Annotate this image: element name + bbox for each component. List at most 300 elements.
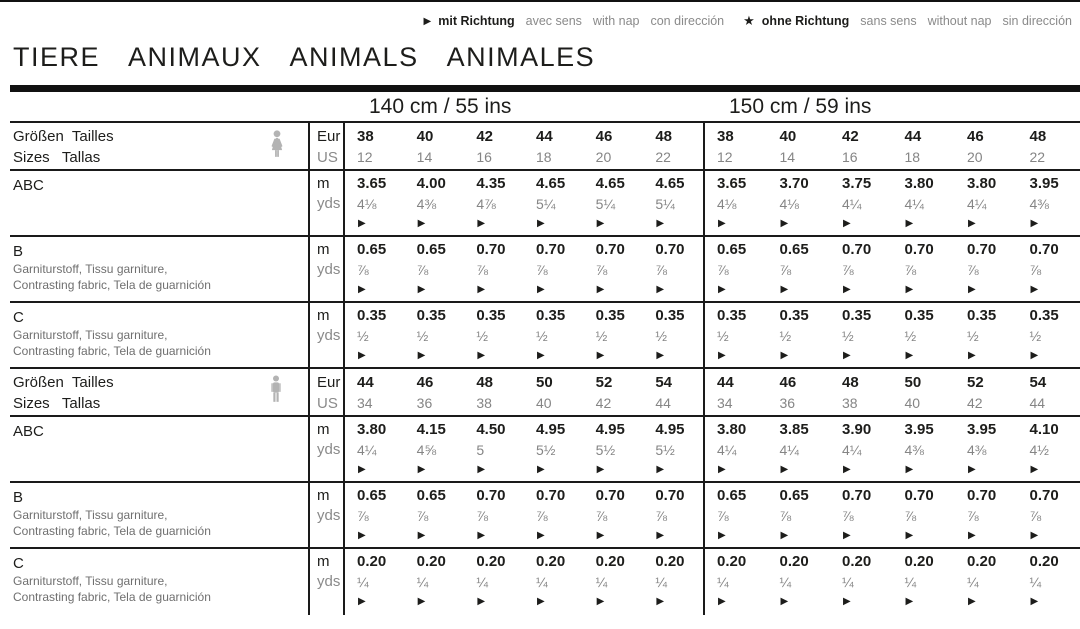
yards-value: 4¼ [904,196,924,212]
values-150 [705,483,1080,547]
nap-arrow-line [345,214,703,233]
row-label: Größen Tailles [13,374,114,391]
size-us-line [345,147,703,167]
row-label: ABC [13,177,44,194]
meters-value: 4.65 [595,175,625,192]
nap-arrow-icon: ▶ [477,596,486,607]
nap-arrow-line [705,460,1080,479]
yards-value: ⅞ [536,262,548,278]
nap-arrow-icon: ▶ [843,596,851,607]
row-label: Sizes Tallas [13,149,101,166]
unit-cell [310,237,345,301]
size-us: 20 [967,149,983,165]
size-us: 14 [416,149,433,165]
size-eur: 50 [536,374,553,391]
nap-arrow-line [345,526,703,545]
size-us: 22 [655,149,671,165]
meters-value: 0.20 [357,553,387,570]
size-us: 14 [779,149,796,165]
yards-value: ½ [416,328,429,344]
row-label-cell [10,123,310,169]
meters-value: 0.20 [595,553,625,570]
size-us: 44 [1029,395,1046,411]
yards-value: ½ [967,328,979,344]
row-label-cell [10,369,310,415]
title-rule [10,85,1080,92]
nap-arrow-icon: ▶ [417,464,426,475]
meters-value: 0.35 [842,307,872,324]
size-eur: 42 [476,128,494,145]
nap-arrow-icon: ▶ [968,350,976,361]
meters-value: 0.65 [416,487,446,504]
width-header-140: 140 cm / 55 ins [369,95,512,118]
unit-label: m [317,175,330,192]
unit-label: yds [317,327,341,344]
size-eur: 44 [536,128,553,145]
nap-arrow-icon: ▶ [1030,596,1039,607]
unit-label: m [317,553,330,570]
nap-arrow-icon: ▶ [968,464,976,475]
size-us: 20 [595,149,612,165]
size-us: 12 [717,149,733,165]
nap-arrow-icon: ▶ [596,464,605,475]
yards-value: 4¼ [717,442,737,458]
meters-value: 3.70 [779,175,809,192]
nap-arrow-icon: ▶ [968,530,976,541]
meters-value: 0.35 [595,307,625,324]
yards-value: ¼ [967,574,979,590]
size-eur-line [705,126,1080,147]
nap-arrow-icon: ▶ [596,530,605,541]
meters-line [345,420,703,440]
yards-line [345,194,703,214]
page-title [13,42,595,73]
size-eur: 46 [779,374,797,391]
title-word: TIERE [13,42,101,72]
nap-arrow-icon: ▶ [358,596,366,607]
yards-value: ⅞ [357,508,369,524]
meters-value: 4.15 [416,421,446,438]
size-eur: 38 [717,128,734,145]
yards-value: 5½ [655,442,675,458]
yards-value: ⅞ [416,262,429,278]
meters-value: 0.70 [904,487,934,504]
meters-value: 0.20 [416,553,446,570]
nap-arrow-icon: ▶ [718,350,726,361]
yards-value: ¼ [1029,574,1042,590]
yards-line [705,194,1080,214]
unit-label: m [317,487,330,504]
meters-value: 0.70 [595,241,625,258]
size-eur: 50 [904,374,922,391]
legend-label-mit-richtung: mit Richtung [438,14,515,28]
values-140 [345,237,705,301]
size-us: 22 [1029,149,1046,165]
size-eur: 44 [717,374,734,391]
yards-value: 4¼ [357,442,377,458]
legend-label-sin-direccion: sin dirección [1002,14,1072,28]
yards-value: ½ [717,328,729,344]
meters-value: 4.10 [1029,421,1059,438]
size-eur-line [345,126,703,147]
size-us: 42 [967,395,983,411]
without-nap-star-icon: ★ [743,13,755,28]
meters-value: 0.35 [967,307,997,324]
yards-value: ½ [595,328,608,344]
table-row-abc-women [10,171,1080,237]
size-us: 44 [655,395,671,411]
nap-arrow-icon: ▶ [1030,464,1039,475]
nap-arrow-icon: ▶ [656,530,665,541]
yards-value: 4⅜ [904,442,924,458]
size-eur: 46 [967,128,984,145]
nap-arrow-icon: ▶ [477,464,486,475]
nap-arrow-icon: ▶ [477,284,486,295]
size-eur-line [705,372,1080,393]
yards-value: ⅞ [717,262,729,278]
meters-value: 0.70 [536,487,566,504]
meters-value: 0.35 [655,307,685,324]
nap-arrow-icon: ▶ [537,284,545,295]
meters-value: 3.85 [779,421,809,438]
meters-value: 0.65 [416,241,446,258]
yards-value: ⅞ [842,508,854,524]
unit-cell [310,123,345,169]
yards-value: ¼ [595,574,608,590]
yards-value: ¼ [416,574,429,590]
nap-arrow-line [705,346,1080,365]
yards-value: ¼ [536,574,548,590]
meters-value: 0.20 [536,553,566,570]
yards-value: 4⅞ [476,196,496,212]
meters-value: 0.70 [967,487,997,504]
yards-value: 4⅛ [357,196,377,212]
meters-line [345,174,703,194]
nap-arrow-icon: ▶ [656,218,665,229]
nap-arrow-line [345,346,703,365]
size-eur: 44 [904,128,922,145]
table-row-sizes-men [10,369,1080,417]
row-sublabel: Contrasting fabric, Tela de guarnición [13,524,211,538]
meters-value: 0.35 [904,307,934,324]
meters-value: 0.20 [904,553,934,570]
nap-arrow-line [345,460,703,479]
yards-value: 4¼ [842,442,862,458]
nap-arrow-icon: ▶ [417,350,426,361]
unit-label: Eur [317,374,341,391]
meters-value: 3.95 [1029,175,1059,192]
meters-value: 0.70 [904,241,934,258]
nap-arrow-icon: ▶ [656,464,665,475]
meters-value: 0.35 [416,307,446,324]
size-us: 36 [779,395,796,411]
unit-cell [310,417,345,481]
nap-arrow-icon: ▶ [905,530,914,541]
nap-arrow-icon: ▶ [417,530,426,541]
size-eur: 38 [357,128,374,145]
legend-label-sans-sens: sans sens [860,14,917,28]
nap-arrow-icon: ▶ [780,350,789,361]
values-140 [345,549,705,615]
legend-label-with-nap: with nap [592,14,640,28]
unit-cell [310,171,345,235]
nap-arrow-line [345,280,703,299]
yards-value: ¼ [476,574,489,590]
with-nap-arrow-icon: ▶ [423,15,432,27]
meters-value: 0.20 [476,553,506,570]
yards-value: 5¼ [655,196,675,212]
values-150 [705,237,1080,301]
fabric-requirements-table [10,92,1080,615]
yards-value: 4⅛ [717,196,737,212]
meters-value: 0.70 [1029,487,1059,504]
unit-label: yds [317,507,341,524]
size-eur: 46 [416,374,434,391]
meters-value: 0.70 [1029,241,1059,258]
yards-line [345,440,703,460]
nap-arrow-line [345,592,703,611]
nap-arrow-icon: ▶ [1030,530,1039,541]
values-150 [705,123,1080,169]
values-150 [705,303,1080,367]
values-150 [705,369,1080,415]
nap-arrow-icon: ▶ [477,350,486,361]
meters-value: 3.90 [842,421,872,438]
size-us-line [705,147,1080,167]
nap-arrow-icon: ▶ [537,530,545,541]
row-sublabel: Contrasting fabric, Tela de guarnición [13,344,211,358]
meters-value: 0.35 [717,307,747,324]
title-word: ANIMALS [289,42,419,72]
size-us: 34 [357,395,373,411]
nap-arrow-line [705,592,1080,611]
row-sublabel: Garniturstoff, Tissu garniture, [13,574,168,588]
meters-value: 0.65 [717,487,747,504]
nap-arrow-icon: ▶ [358,218,366,229]
nap-legend [424,13,1072,29]
yards-value: ½ [655,328,668,344]
yards-value: ¼ [655,574,668,590]
meters-value: 4.95 [595,421,625,438]
values-140 [345,171,705,235]
nap-arrow-icon: ▶ [656,596,665,607]
header-spacer [10,92,310,121]
size-eur: 48 [655,128,673,145]
row-label-cell [10,237,310,301]
yards-value: ¼ [779,574,792,590]
unit-label: US [317,395,338,412]
unit-label: US [317,149,338,166]
meters-value: 0.65 [717,241,747,258]
width-header-150: 150 cm / 59 ins [729,95,872,118]
unit-cell [310,549,345,615]
nap-arrow-icon: ▶ [968,218,976,229]
yards-line [345,572,703,592]
meters-value: 0.35 [536,307,566,324]
size-us: 34 [717,395,733,411]
unit-label: yds [317,573,341,590]
values-150 [705,171,1080,235]
row-sublabel: Garniturstoff, Tissu garniture, [13,262,168,276]
unit-label: m [317,421,330,438]
nap-arrow-icon: ▶ [656,350,665,361]
woman-icon [266,129,288,162]
yards-value: 4⅜ [1029,196,1049,212]
nap-arrow-icon: ▶ [537,350,545,361]
values-140 [345,417,705,481]
row-label-cell [10,417,310,481]
meters-value: 4.65 [655,175,685,192]
size-us: 16 [842,149,858,165]
yards-value: ½ [1029,328,1042,344]
nap-arrow-icon: ▶ [905,464,914,475]
yards-line [345,506,703,526]
meters-value: 0.20 [967,553,997,570]
yards-value: ⅞ [967,262,979,278]
yards-value: 4½ [1029,442,1049,458]
nap-arrow-icon: ▶ [537,596,545,607]
nap-arrow-icon: ▶ [780,530,789,541]
nap-arrow-icon: ▶ [1030,350,1039,361]
yards-value: 5¼ [536,196,556,212]
legend-label-ohne-richtung: ohne Richtung [761,14,850,28]
table-row-b-women [10,237,1080,303]
size-eur: 52 [967,374,984,391]
meters-value: 4.50 [476,421,506,438]
nap-arrow-icon: ▶ [358,284,366,295]
nap-arrow-icon: ▶ [718,284,726,295]
nap-arrow-icon: ▶ [780,464,789,475]
meters-value: 3.75 [842,175,872,192]
yards-value: 5¼ [595,196,616,212]
yards-value: 5 [476,442,485,458]
row-label: C [13,309,24,326]
unit-label: m [317,241,330,258]
unit-label: Eur [317,128,341,145]
size-eur-line [345,372,703,393]
meters-value: 4.35 [476,175,506,192]
meters-line [705,240,1080,260]
legend-label-without-nap: without nap [927,14,992,28]
row-label: Sizes Tallas [13,395,101,412]
yards-value: ¼ [904,574,917,590]
meters-value: 0.35 [779,307,809,324]
meters-value: 0.20 [717,553,747,570]
row-sublabel: Garniturstoff, Tissu garniture, [13,328,168,342]
meters-line [705,486,1080,506]
meters-line [705,174,1080,194]
meters-value: 0.35 [476,307,506,324]
nap-arrow-icon: ▶ [596,350,605,361]
size-us-line [345,393,703,413]
size-eur: 52 [595,374,613,391]
size-us: 18 [536,149,552,165]
meters-value: 0.70 [476,487,506,504]
size-us: 42 [595,395,612,411]
meters-value: 3.65 [717,175,747,192]
meters-value: 0.70 [595,487,625,504]
yards-value: 4⅜ [416,196,437,212]
size-eur: 54 [1029,374,1047,391]
nap-arrow-icon: ▶ [1030,218,1039,229]
nap-arrow-icon: ▶ [417,284,426,295]
size-eur: 54 [655,374,673,391]
nap-arrow-icon: ▶ [905,350,914,361]
yards-value: ⅞ [967,508,979,524]
meters-line [705,306,1080,326]
nap-arrow-line [705,214,1080,233]
nap-arrow-icon: ▶ [843,350,851,361]
yards-value: 5½ [536,442,556,458]
size-eur: 46 [595,128,613,145]
row-label: ABC [13,423,44,440]
legend-label-con-direccion: con dirección [650,14,725,28]
meters-value: 0.35 [1029,307,1059,324]
size-eur: 44 [357,374,374,391]
nap-arrow-icon: ▶ [1030,284,1039,295]
yards-value: ⅞ [416,508,429,524]
size-eur: 42 [842,128,859,145]
meters-value: 0.65 [357,487,387,504]
title-word: ANIMAUX [128,42,262,72]
meters-line [345,552,703,572]
nap-arrow-icon: ▶ [358,530,366,541]
size-us: 38 [476,395,492,411]
row-label: Größen Tailles [13,128,114,145]
yards-value: 4⅝ [416,442,437,458]
yards-value: ½ [536,328,548,344]
yards-line [345,326,703,346]
yards-value: ⅞ [1029,262,1042,278]
row-label: C [13,555,24,572]
meters-value: 3.80 [717,421,747,438]
yards-value: ⅞ [476,508,489,524]
row-label-cell [10,171,310,235]
yards-value: ⅞ [655,262,668,278]
nap-arrow-icon: ▶ [596,284,605,295]
size-us: 18 [904,149,921,165]
table-row-c-women [10,303,1080,369]
row-label: B [13,243,24,260]
meters-line [705,552,1080,572]
yards-value: ⅞ [779,262,792,278]
nap-arrow-icon: ▶ [537,218,545,229]
yards-value: ⅞ [779,508,792,524]
meters-value: 4.00 [416,175,446,192]
meters-value: 3.65 [357,175,387,192]
values-140 [345,303,705,367]
yards-value: ⅞ [717,508,729,524]
row-sublabel: Garniturstoff, Tissu garniture, [13,508,168,522]
title-word: ANIMALES [446,42,596,72]
size-us: 40 [536,395,552,411]
meters-value: 4.95 [536,421,566,438]
yards-value: ½ [476,328,489,344]
unit-cell [310,303,345,367]
yards-value: ⅞ [842,262,854,278]
meters-value: 3.95 [967,421,997,438]
size-us: 40 [904,395,921,411]
header-spacer [310,92,345,121]
nap-arrow-icon: ▶ [718,530,726,541]
yards-value: 4⅜ [967,442,987,458]
values-140 [345,123,705,169]
values-150 [705,549,1080,615]
unit-cell [310,369,345,415]
meters-line [345,240,703,260]
nap-arrow-icon: ▶ [718,596,726,607]
yards-value: ½ [779,328,792,344]
